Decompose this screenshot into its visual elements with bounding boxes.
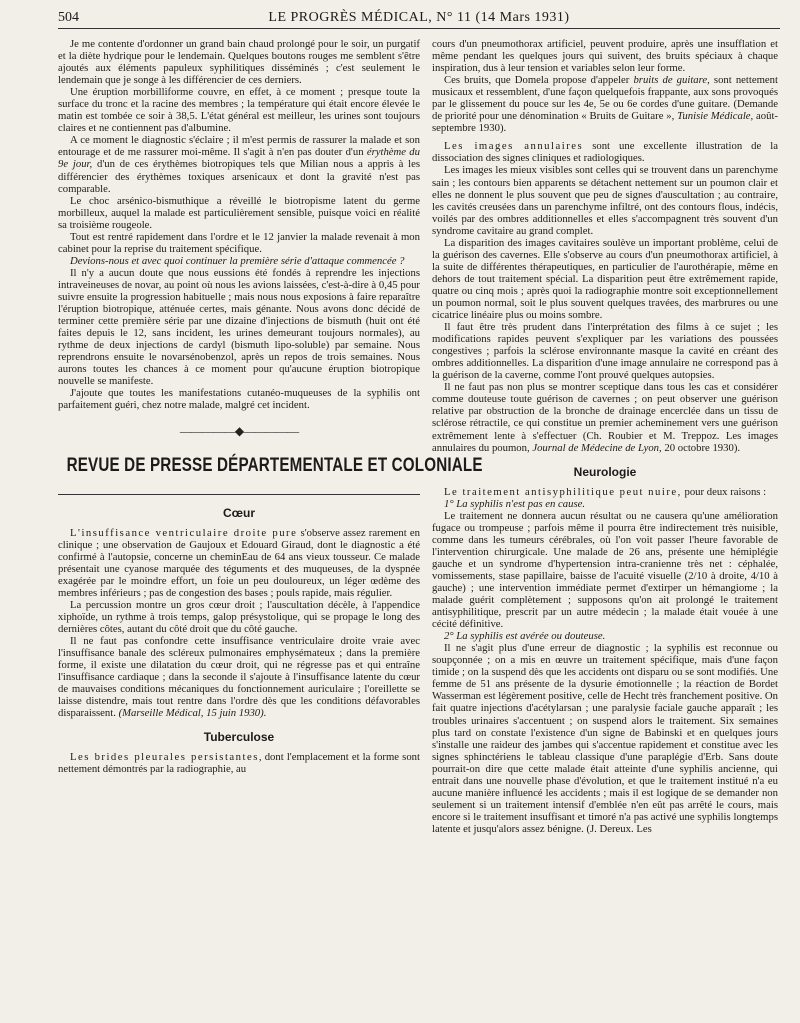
page-header — [58, 8, 780, 29]
right-column — [432, 38, 778, 835]
paragraph: A ce moment le diagnostic s'éclaire ; il m'est permis de rassurer la malade et son entourage et de me rassurer moi-même. Il s'agit à n'en pas douter d'un érythème du 9e jour, d'un de ces érythèmes biotropiques tels que Milian nous a appris à les différencier des érythèmes toxiques arsenicaux et dont la gravité n'est pas comparable. — [58, 134, 420, 195]
paragraph: cours d'un pneumothorax artificiel, peuvent produire, après une insufflation et même pendant les quelques jours qui suivent, des bruits spéciaux à chaque inspiration, dus à leur tension et variables selon leur forme. — [432, 38, 778, 75]
paragraph: Je me contente d'ordonner un grand bain chaud prolongé pour le soir, un purgatif et la diète hydrique pour le lendemain. Quelques boutons rouges me semblent s'être ajoutés aux éléments papuleux syphilitiques disséminés ; c'est seulement le lendemain que je songe à les différencier de ces derniers. — [58, 38, 420, 87]
paragraph-question: Devions-nous et avec quoi continuer la première série d'attaque commencée ? — [70, 254, 405, 267]
divider — [58, 494, 420, 495]
left-column — [58, 38, 483, 776]
paragraph: 2° La syphilis est avérée ou douteuse. — [444, 630, 606, 643]
paragraph: Les images les mieux visibles sont celles qui se trouvent dans un parenchyme sain ; les contours bien apparents se détachent nettement sur un poumon clair et elles ne donnent le plus souvent que peu de signes d'auscultation ; au contraire, les cavités creusées dans un parenchyme infiltré, ont des contours flous, indécis, voilés par des ombres additionnelles et elles s'accompagnent très souvent d'un syndrome cavitaire au grand complet. — [432, 164, 778, 237]
paragraph: Le traitement antisyphilitique peut nuire, pour deux raisons : — [444, 485, 767, 498]
page-number: 504 — [58, 10, 79, 25]
paragraph: Les brides pleurales persistantes, dont l'emplacement et la forme sont nettement démontrés par la radiographie, au — [58, 751, 420, 776]
paragraph: Ces bruits, que Domela propose d'appeler bruits de guitare, sont nettement musicaux et ressemblent, d'une façon quelquefois frappante, aux sons provoqués par le glissement du pouce sur les 4e, 5e ou 6e cordes d'une guitare. (Demande de priorité pour une dénomination « Bruits de Guitare », Tunisie Médicale, août-septembre 1930). — [432, 74, 778, 135]
journal-running-title: LE PROGRÈS MÉDICAL, N° 11 (14 Mars 1931) — [268, 10, 570, 25]
subsection-heading: Neurologie — [573, 464, 637, 479]
subsection-heading: Tuberculose — [203, 730, 275, 745]
paragraph: La percussion montre un gros cœur droit ; l'auscultation décèle, à l'appendice xiphoïde, un rythme à trois temps, galop présystolique, qui se propage le long des dernières côtes, autant du côté droit que du côté gauche. — [58, 598, 420, 635]
paragraph: L'insuffisance ventriculaire droite pure s'observe assez rarement en clinique ; une observation de Gaujoux et Edouard Giraud, dont le diagnostic a été confirmé à l'autopsie, concerne un cheminEau de 64 ans vieux tousseur. Ce malade présentait une cyanose marquée des téguments et des muqueuses, de la dyspnée exagérée par le moindre effort, un foie un peu douloureux, un léger œdème des membres inférieurs ; pas de congestion des bases ; pouls rapide, mais régulier. — [58, 526, 420, 599]
paragraph: J'ajoute que toutes les manifestations cutanéo-muqueuses de la syphilis ont parfaitement guéri, chez notre malade, malgré cet incident. — [58, 387, 420, 412]
paragraph: Il ne s'agit plus d'une erreur de diagnostic ; la syphilis est reconnue ou soupçonnée ; on a mis en œuvre un traitement spécifique, mais d'une façon timide ; on la suspend dès que les accidents ont disparu ou se sont modifiés. Une femme de 51 ans présente de la dysurie émotionnelle ; la réaction de Bordet Wasserman est légèrement positive, celle de Hecht très franchement positive. On fait quatre injections d'acétylarsan ; une paralysie faciale gauche apparaît ; les troubles urinaires s'accentuent ; on suspend alors le traitement. Six semaines plus tard on constate l'existence d'un signe de Babinski et en quelques jours s'installe une raideur des jambes qui s'accentue rapidement et constitue avec les signes sphinctériens le tableau classique d'une paraplégie d'Erb. Sans doute pourrait-on dire que cette malade était atteinte d'une syphilis ancienne, qui entrait dans une nouvelle phase d'évolution, et que le traitement institué n'a eu aucune manière influencé les accidents ; mais il est logique de se demander non seulement si un traitement intensif d'emblée n'en eût pas arrêté le cours, mais encore si le traitement insuffisant et timoré n'a pas activé une syphilis longtemps latente et jusqu'alors assez bénigne. (J. Dereux. Les — [432, 642, 778, 835]
paragraph: Tout est rentré rapidement dans l'ordre et le 12 janvier la malade revenait à mon cabinet pour la reprise du traitement spécifique. — [58, 230, 420, 255]
paragraph: Il ne faut pas confondre cette insuffisance ventriculaire droite vraie avec l'insuffisance banale des scléreux pulmonaires emphysémateux ; dans la première forme, il existe une dilatation du cœur droit, qui ne régresse pas et qui entraîne l'insuffisance cardiaque ; dans la seconde il s'ajoute à l'insuffisance latente du cœur de mauvaises conditions mécaniques du fonctionnement auriculaire ; l'oreillette se laisse distendre, mais tout rentre dans l'ordre dès que les conditions défavorables disparaissent. (Marseille Médical, 15 juin 1930). — [58, 634, 420, 720]
section-title: REVUE DE PRESSE DÉPARTEMENTALE ET COLONIALE — [66, 453, 483, 476]
paragraph: Les images annulaires sont une excellente illustration de la dissociation des signes cliniques et radiologiques. — [432, 140, 779, 165]
paragraph: Il n'y a aucun doute que nous eussions été fondés à reprendre les injections intraveineuses de novar, au point où nous les avions laissées, c'est-à-dire à 0,45 pour suivre ensuite la progression habituelle ; mais nous nous exposions à faire reparaître l'éruption biotropique, atténuée certes, mais génante. Nous avons donc décidé de terminer cette première série par une dizaine d'injections de bismuth (huit ont été faites depuis le 12, sans incident, les urines demeurant toujours normales), au rythme de deux injections de cardyl (bismuth lipo-soluble) par semaine. Nous reprendrons ensuite le novarsénobenzol, après un repos de trois semaines. Nous aurons toutes les chances à ce moment pour qu'aucune éruption biotropique nouvelle se manifeste. — [58, 266, 420, 388]
paragraph: Le choc arsénico-bismuthique a réveillé le biotropisme latent du germe morbilleux, auquel la malade est particulièrement sensible, puisque voici en réalité sa troisième rougeole. — [58, 194, 420, 231]
paragraph: Il faut être très prudent dans l'interprétation des films à ce sujet ; les modifications rapides peuvent s'expliquer par les variations des poussées congestives ; parfois la sclérose environnante masque la cavité en créant des ombres additionnelles. La disparition d'une image annulaire ne correspond pas à la guérison de la caverne, comme l'ont prouvé quelques autopsies. — [432, 321, 778, 382]
paragraph: Une éruption morbilliforme couvre, en effet, à ce moment ; presque toute la surface du tronc et la racine des membres ; la température qui était encore élevée le matin est tombée ce soir à 38,5. L'état général est meilleur, les urines sont toujours claires et ne contiennent pas d'albumine. — [58, 86, 420, 135]
paragraph: La disparition des images cavitaires soulève un important problème, celui de la guérison des cavernes. Elle s'observe au cours d'un pneumothorax artificiel, à la suite de différentes thérapeutiques, en particulier de l'aurothérapie, même en dehors de tout traitement spécial. La disparition peut être extrêmement rapide, quatre ou cinq mois ; après quoi la radiographie montre soit exceptionnellement un poumon normal, soit le plus souvent quelques travées, des marbrures ou une cicatrice linéaire plus ou moins sombre. — [432, 236, 778, 322]
paragraph: 1° La syphilis n'est pas en cause. — [444, 497, 586, 510]
section-ornament: —————◆————— — [179, 424, 299, 439]
paragraph: Le traitement ne donnera aucun résultat ou ne causera qu'une amélioration fugace ou trompeuse ; parfois même il pourra être indirectement très nuisible, comme dans les tumeurs cérébrales, où l'on voit passer l'heure favorable de l'intervention chirurgicale. Une malade de 26 ans, présente une hémiplégie gauche et un syndrome d'hypertension intra-cranienne très net : céphalée, vomissements, stase papillaire, baisse de l'acuité visuelle (2/10 à droite, 4/10 à gauche) ; une intervention immédiate permet d'extirper un hémangiome ; la malade guérit complètement ; supposons qu'on ait prolongé le traitement antisyphilitique, prescrit par un autre médecin ; la malade était vouée à une cécité définitive. — [432, 509, 778, 631]
subsection-heading: Cœur — [223, 505, 255, 520]
paragraph: Il ne faut pas non plus se montrer sceptique dans tous les cas et considérer comme douteuse toute guérison de cavernes ; on peut observer une guérison relative par obstruction de la bronche de drainage encerclée dans un tissu de sclérose rétractile, ce qui constitue un premier acheminement vers une guérison extrêmement lente à s'effectuer (Ch. Roubier et M. Treppoz. Les images annulaires du poumon, Journal de Médecine de Lyon, 20 octobre 1930). — [432, 381, 778, 454]
